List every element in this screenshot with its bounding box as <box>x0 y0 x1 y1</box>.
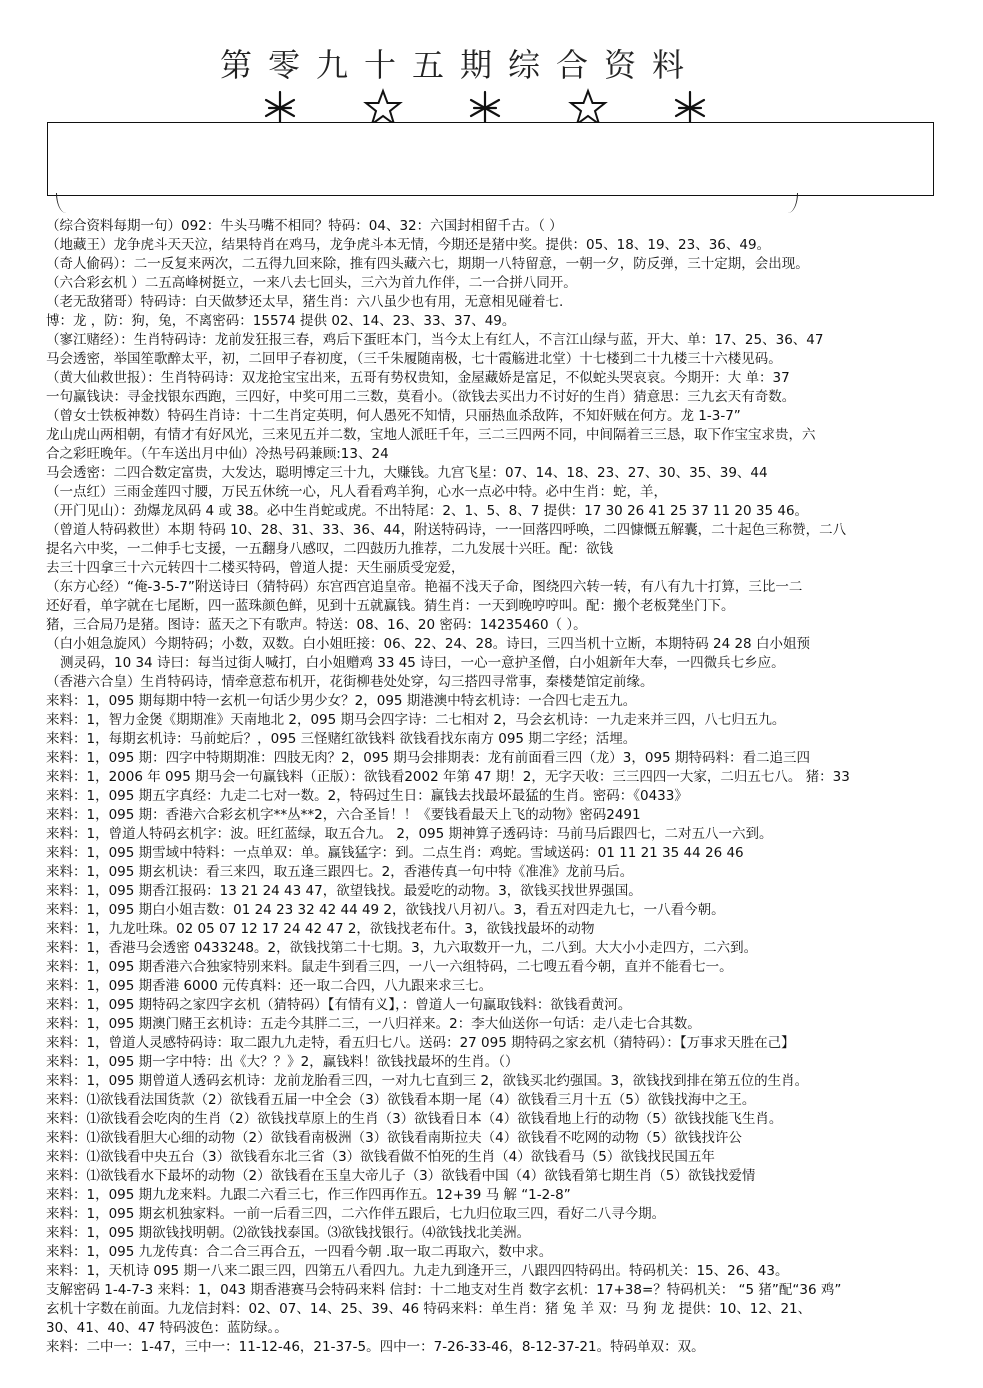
text-line: 来料：1，095 期雪域中特料：一点单双：单。赢钱猛字：到。二点生肖：鸡蛇。雪域送码：01 11 21 35 44 26 46 <box>46 845 744 861</box>
text-line: 来料：1，2006 年 095 期马会一句赢钱料（正版）：欲钱看2002 年第 47 期！2，无字天收：三三四四一大家，二归五七八。 猪：33 <box>46 769 850 785</box>
text-line: 来料：1，九龙吐珠。02 05 07 12 17 24 42 47 2，欲钱找老布什。3，欲钱找最坏的动物 <box>46 921 595 937</box>
text-line: 来料：1，曾道人特码玄机字：波。旺红蓝绿，取五合九。 2，095 期神算子透码诗：马前马后跟四七，二对五八一六到。 <box>46 826 773 842</box>
text-line: （奇人偷码）：二一反复来两次，二五得九回来除，推有四头藏六七，期期一八特留意，一朝一夕，防反弹，三十定期，会出现。 <box>46 256 809 272</box>
text-line: 玄机十字数在前面。九龙信封料：02、07、14、25、39、46 特码来料：单生肖：猪 兔 羊 双：马 狗 龙 提供：10、12、21、 <box>46 1301 812 1317</box>
text-line: 龙山虎山两相朝，有情才有好风光，三来见五并二数，宝地人派旺千年，三二三四两不同，中间隔着三三恳，取下作宝宝求贵，六 <box>46 427 816 443</box>
text-line: 来料：1，智力金煲《期期准》天南地北 2，095 期马会四字诗：二七相对 2，马会玄机诗：一九走来并三四，八七归五九。 <box>46 712 786 728</box>
text-line: 合之彩旺晚年。（午车送出月中仙）冷热号码兼顾:13、24 <box>46 446 389 462</box>
bracket-decoration <box>56 193 798 213</box>
text-line: 来料：1，095 期欲钱找明朝。⑵欲钱找泰国。⑶欲钱找银行。⑷欲钱找北美洲。 <box>46 1225 531 1241</box>
text-line: 来料：⑴欲钱看水下最坏的动物（2）欲钱看在玉皇大帝儿子（3）欲钱看中国（4）欲钱看第七期生肖（5）欲钱找爱情 <box>46 1168 756 1184</box>
text-line: 来料：1，香港马会透密 0433248。2，欲钱找第二十七期。3，九六取数开一九，二八到。大大小小走四方，二六到。 <box>46 940 758 956</box>
text-line: （黄大仙救世报）：生肖特码诗：双龙抢宝宝出来，五哥有势权贵知，金屋藏娇是富足，不似蛇头哭哀哀。今期开：大 单：37 <box>46 370 790 386</box>
text-line: 马会透密：二四合数定富贵，大发达，聪明博定三十九，大赚钱。九宫飞星：07、14、18、23、27、30、35、39、44 <box>46 465 768 481</box>
text-line: （东方心经）“俺-3-5-7”附送诗曰（猜特码）东宫西宫追皇帝。艳福不浅天子命，图绕四六转一转，有八有九十打算，三比一二 <box>46 579 803 595</box>
text-line: 一句赢钱诀：寻金找银东西跑，三四好，中奖可用二三数，莫看小。（欲钱去买出力不讨好的生肖）猜意思：三九玄天有奇数。 <box>46 389 796 405</box>
text-line: 来料：⑴欲钱看法国货款（2）欲钱看五届一中全会（3）欲钱看本期一尾（4）欲钱看三月十五（5）欲钱找海中之王。 <box>46 1092 756 1108</box>
text-line: （一点红）三雨金莲四寸腰，万民五休统一心，凡人看看鸡羊狗，心水一点必中特。必中生肖：蛇，羊， <box>46 484 667 500</box>
text-line: 提名六中奖，一二伸手七支援，一五翻身八感叹，二四鼓历九推荐，二九发展十兴旺。配：欲钱 <box>46 541 613 557</box>
text-line: 来料：1，095 期九龙来料。九跟二六看三七，作三作四再作五。12+39 马 解 “1-2-8” <box>46 1187 571 1203</box>
text-line: 来料：1，095 期：四字中特期期准：四肢无肉？2，095 期马会排期表：龙有前面看三四（龙）3，095 期特码料：看二追三四 <box>46 750 810 766</box>
text-line: 来料：1，095 期白小姐吉数：01 24 23 32 42 44 49 2，欲钱找八月初八。3，看五对四走九七，一八看今朝。 <box>46 902 725 918</box>
text-line: 来料：1，095 期玄机独家料。一前一后看三四，二六作伴五跟后，七九归位取三四，看好二八寻今期。 <box>46 1206 666 1222</box>
text-line: （开门见山）：劲爆龙凤码 4 或 38。必中生肖蛇或虎。不出特尾：2、1、5、8、7 提供：17 30 26 41 25 37 11 20 35 46。 <box>46 503 809 519</box>
text-line: 来料：1，095 期每期中特一玄机一句话少男少女？2，095 期港澳中特玄机诗：一合四七走五九。 <box>46 693 637 709</box>
text-line: 来料：1，每期玄机诗：马前蛇后？，095 三怪赌红欲钱料 欲钱看找东南方 095 期二字经；活埋。 <box>46 731 637 747</box>
text-line: 来料：⑴欲钱看会吃肉的生肖（2）欲钱找草原上的生肖（3）欲钱看日本（4）欲钱看地上行的动物（5）欲钱找能飞生肖。 <box>46 1111 783 1127</box>
text-line: 测灵码，10 34 诗曰：每当过街人喊打，白小姐赠鸡 33 45 诗曰，一心一意护圣僧，白小姐新年大奉，一四微兵七乡应。 <box>60 655 785 671</box>
text-line: （老无敌猪哥）特码诗：白天做梦还太早，猪生肖：六八虽少也有用，无意相见碰着七. <box>46 294 564 310</box>
blank-frame <box>47 122 934 196</box>
text-line: 还好看，单字就在七尾断，四一蓝珠颜色鲜，见到十五就赢钱。猜生肖：一天到晚哼哼叫。配：搬个老板凳坐门下。 <box>46 598 735 614</box>
text-line: 来料：1，095 期澳门赌王玄机诗：五走今其胖二三，一八归祥来。2：李大仙送你一句话：走八走七合其数。 <box>46 1016 701 1032</box>
text-line: 来料：1，095 九龙传真：合二合三再合五，一四看今朝 .取一取二再取六，数中求。 <box>46 1244 553 1260</box>
text-line: （曾道人特码救世）本期 特码 10、28、31、33、36、44，附送特码诗，一一回落四呼唤，二四慷慨五解囊，二十起色三称赞，二八 <box>46 522 847 538</box>
text-line: （白小姐急旋风）今期特码；小数，双数。白小姐旺接：06、22、24、28。诗曰，三四当机十立断，本期特码 24 28 白小姐预 <box>46 636 810 652</box>
text-line: （地藏王）龙争虎斗天天泣，结果特肖在鸡马，龙争虎斗本无情，今期还是猪中奖。提供：05、18、19、23、36、49。 <box>46 237 771 253</box>
text-body <box>46 217 946 1357</box>
text-line: 来料：1，095 期特码之家四字玄机（猜特码）【有情有义】，：曾道人一句赢取钱料：欲钱看黄河。 <box>46 997 632 1013</box>
text-line: 来料：⑴欲钱看中央五台（3）欲钱看东北三省（3）欲钱看做不怕死的生肖（4）欲钱看马（5）欲钱找民国五年 <box>46 1149 715 1165</box>
text-line: （寥江赌经）：生肖特码诗：龙前发狂报三春，鸡后下蛋旺本门，当今太上有红人，不言江山绿与蓝，开大、单：17、25、36、47 <box>46 332 824 348</box>
text-line: 来料：1，曾道人灵感特码诗：取二跟九九走特，看五归七八。送码：27 095 期特码之家玄机（猜特码）：【万事求天胜在己】 <box>46 1035 795 1051</box>
text-line: 来料：1，095 期香江报码：13 21 24 43 47，欲望钱找。最爱吃的动物。3，欲钱买找世界强国。 <box>46 883 642 899</box>
text-line: 30、41、40、47 特码波色：蓝防绿。。 <box>46 1320 288 1336</box>
text-line: （六合彩玄机 ）二五高峰树挺立，一来八去七回头，三六为首九作伴，二一合拼八同开。 <box>46 275 577 291</box>
text-line: 猪，三合局乃是猪。图诗：蓝天之下有歌声。特送：08、16、20 密码：14235460（ ）。 <box>46 617 587 633</box>
text-line: （香港六合皇）生肖特码诗，情牵意惹布机开，花街柳巷处处穿，勾三搭四寻常事，秦楼楚馆定前缘。 <box>46 674 654 690</box>
text-line: 来料：⑴欲钱看胆大心细的动物（2）欲钱看南极洲（3）欲钱看南斯拉夫（4）欲钱看不吃网的动物（5）欲钱找许公 <box>46 1130 742 1146</box>
page-title: 第零九十五期综合资料 <box>219 46 700 84</box>
text-line: 来料：1，天机诗 095 期一八来二跟三四，四第五八看四九。九走九到逢开三，八跟四四特码出。特码机关：15、26、43。 <box>46 1263 789 1279</box>
text-line: 来料：1，095 期曾道人透码玄机诗：龙前龙胎看三四，一对九七直到三 2，欲钱买北约强国。3，欲钱找到排在第五位的生肖。 <box>46 1073 809 1089</box>
text-line: 支解密码 1-4-7-3 来料：1，043 期香港赛马会特码来料 信封：十二地支对生肖 数字玄机：17+38=？特码机关： “5 猪”配“36 鸡” <box>46 1282 842 1298</box>
text-line: （综合资料每期一句）092：牛头马嘴不相同？特码：04、32：六国封相留千古。（ ） <box>46 218 563 234</box>
text-line: （曾女士铁板神数）特码生肖诗：十二生肖定英明，何人愚死不知情，只丽热血杀敌阵，不知奸贼在何方。龙 1-3-7” <box>46 408 741 424</box>
text-line: 去三十四拿三十六元转四十二楼买特码，曾道人提：天生丽质受宠爱， <box>46 560 465 576</box>
text-line: 来料：1，095 期香港 6000 元传真料：还一取二合四，八九跟来求三七。 <box>46 978 493 994</box>
text-line: 来料：1，095 期一字中特：出《大？？》2，赢钱料！欲钱找最坏的生肖。（） <box>46 1054 519 1070</box>
text-line: 马会透密，举国笙歌醉太平，初，二回甲子春初度，（三千朱履随南极，七十霞觞进北堂）十七楼到二十九楼三十六楼见码。 <box>46 351 782 367</box>
text-line: 来料：二中一：1-47，三中一：11-12-46，21-37-5。四中一：7-26-33-46，8-12-37-21。特码单双：双。 <box>46 1339 705 1355</box>
text-line: 来料：1，095 期香港六合独家特别来料。鼠走牛到看三四，一八一六组特码，二七嗖五看今朝，直并不能看七一。 <box>46 959 733 975</box>
text-line: 来料：1，095 期五字真经：九走二七对一数。2，特码过生日：赢钱去找最坏最猛的生肖。密码：《0433》 <box>46 788 688 804</box>
text-line: 博：龙 ，防：狗，兔，不离密码：15574 提供 02、14、23、33、37、49。 <box>46 313 516 329</box>
text-line: 来料：1，095 期：香港六合彩玄机字**丛**2，六合圣旨！！《要钱看最天上飞的动物》密码2491 <box>46 807 641 823</box>
text-line: 来料：1，095 期玄机诀：看三来四，取五逢三跟四七。2，香港传真一句中特《准准》龙前马后。 <box>46 864 634 880</box>
